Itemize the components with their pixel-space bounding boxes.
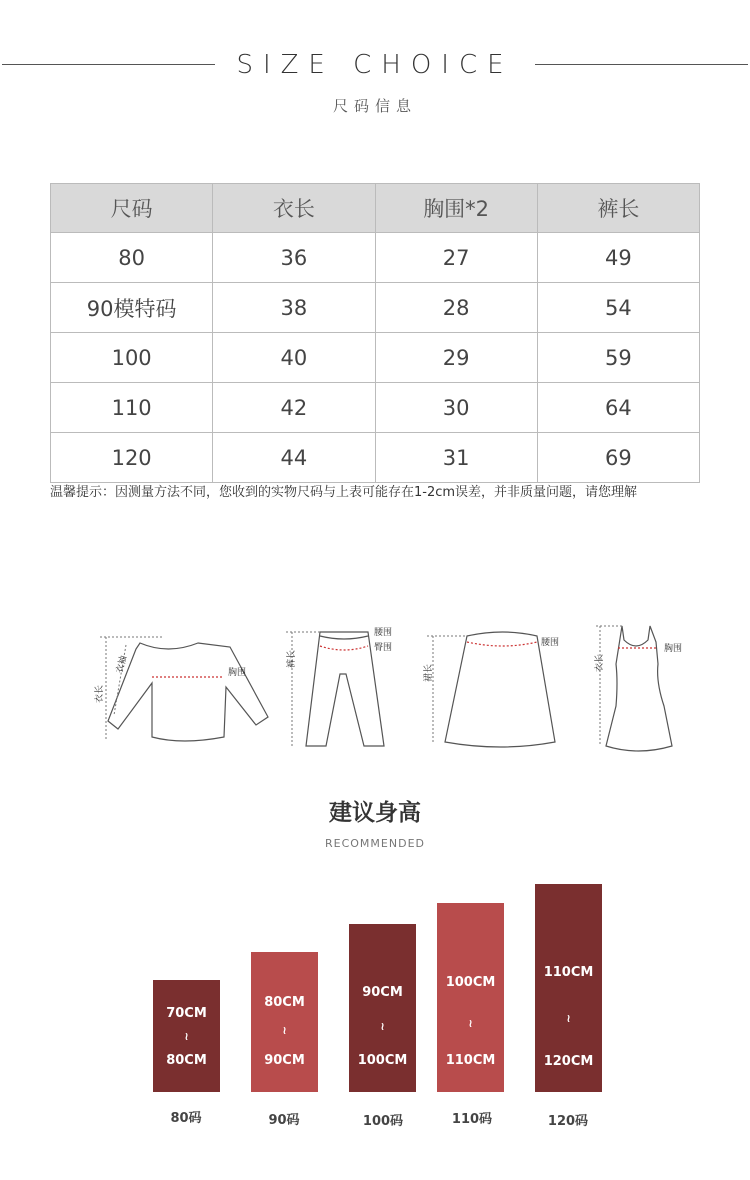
table-cell: 110 <box>51 383 213 433</box>
table-cell: 80 <box>51 233 213 283</box>
table-cell: 49 <box>537 233 699 283</box>
dress-length-label: 衣长 <box>595 653 605 672</box>
height-bar-110 <box>437 903 504 1092</box>
size-label-120: 120码 <box>547 1114 589 1129</box>
section-title-cn: 尺码信息 <box>332 97 417 115</box>
table-cell: 100 <box>51 333 213 383</box>
table-row <box>51 433 700 483</box>
header-cell: 衣长 <box>213 184 375 233</box>
header-cell: 裤长 <box>537 184 699 233</box>
size-label-90: 90码 <box>268 1113 300 1128</box>
bar-separator: ≀ <box>282 1024 287 1037</box>
bar-separator: ≀ <box>468 1017 473 1030</box>
table-cell: 64 <box>537 383 699 433</box>
pants-waist-label: 腰围 <box>374 628 393 638</box>
table-cell: 28 <box>375 283 537 333</box>
top-garment-diagram <box>90 625 275 750</box>
table-cell: 36 <box>213 233 375 283</box>
top-sleeve-label: 衣袖 <box>115 654 130 675</box>
table-cell: 30 <box>375 383 537 433</box>
table-row <box>51 283 700 333</box>
skirt-length-label: 裙长 <box>424 663 434 682</box>
table-row <box>51 383 700 433</box>
table-cell: 69 <box>537 433 699 483</box>
bar-top-label: 70CM <box>166 1006 207 1021</box>
table-cell: 29 <box>375 333 537 383</box>
table-cell: 44 <box>213 433 375 483</box>
table-row <box>51 333 700 383</box>
size-label-100: 100码 <box>362 1114 404 1129</box>
pants-length-label: 裤长 <box>287 649 297 668</box>
table-cell: 54 <box>537 283 699 333</box>
table-cell: 38 <box>213 283 375 333</box>
dress-chest-label: 胸围 <box>664 644 683 654</box>
skirt-waist-label: 腰围 <box>541 638 560 648</box>
pants-diagram <box>280 622 410 752</box>
bar-separator: ≀ <box>184 1030 189 1043</box>
dress-diagram <box>588 622 698 754</box>
header-cell: 胸围*2 <box>375 184 537 233</box>
top-chest-label: 胸围 <box>228 668 247 678</box>
recommended-title: 建议身高 <box>329 800 421 826</box>
bar-bottom-label: 80CM <box>166 1053 207 1068</box>
skirt-diagram <box>415 630 570 750</box>
bar-bottom-label: 90CM <box>264 1053 305 1068</box>
table-cell: 59 <box>537 333 699 383</box>
bar-separator: ≀ <box>566 1012 571 1025</box>
table-cell: 31 <box>375 433 537 483</box>
bar-top-label: 110CM <box>543 965 594 980</box>
pants-hip-label: 臀围 <box>374 643 393 653</box>
table-header-row <box>51 184 700 233</box>
table-cell: 27 <box>375 233 537 283</box>
table-cell: 90模特码 <box>51 283 213 333</box>
table-row <box>51 233 700 283</box>
size-label-80: 80码 <box>170 1111 202 1126</box>
bar-top-label: 100CM <box>445 975 496 990</box>
bar-bottom-label: 110CM <box>445 1053 496 1068</box>
table-cell: 42 <box>213 383 375 433</box>
height-bar-120 <box>535 884 602 1092</box>
table-cell: 120 <box>51 433 213 483</box>
bar-separator: ≀ <box>380 1020 385 1033</box>
measurement-note: 温馨提示：因测量方法不同，您收到的实物尺码与上表可能存在1-2cm误差，并非质量问题，请您理解 <box>50 485 638 500</box>
recommended-subtitle: RECOMMENDED <box>325 837 425 850</box>
height-bar-100 <box>349 924 416 1092</box>
section-title-en: SIZE CHOICE <box>236 50 514 80</box>
bar-top-label: 90CM <box>362 985 403 1000</box>
table-cell: 40 <box>213 333 375 383</box>
height-bar-80 <box>153 980 220 1092</box>
bar-bottom-label: 100CM <box>357 1053 408 1068</box>
header-cell: 尺码 <box>51 184 213 233</box>
height-bar-90 <box>251 952 318 1092</box>
top-length-label: 衣长 <box>95 684 105 703</box>
size-label-110: 110码 <box>451 1112 493 1127</box>
bar-bottom-label: 120CM <box>543 1054 594 1069</box>
bar-top-label: 80CM <box>264 995 305 1010</box>
size-table <box>50 183 700 483</box>
